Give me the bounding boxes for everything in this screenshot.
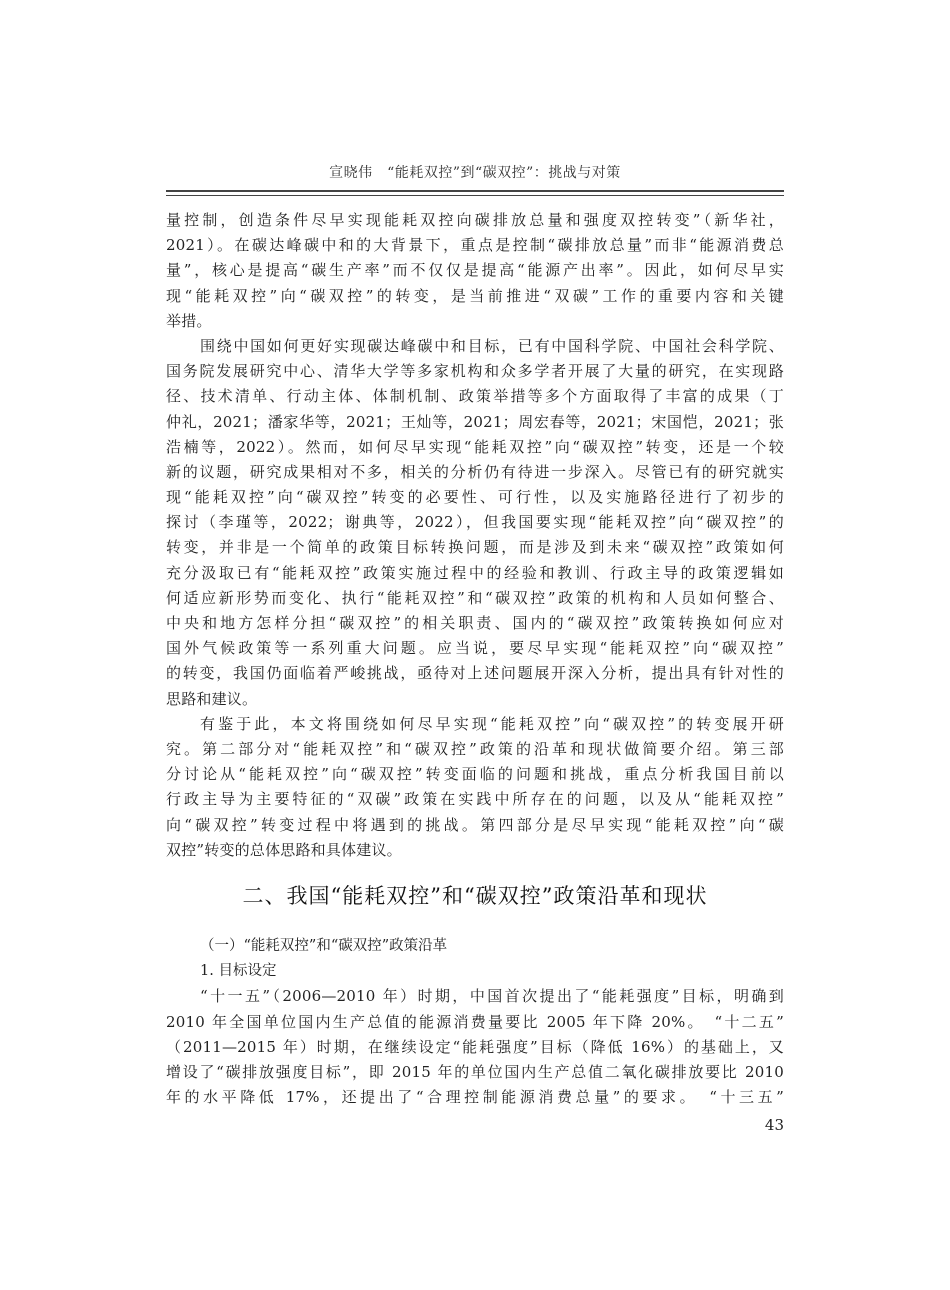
text-line: 行政主导为主要特征的“双碳”政策在实践中所存在的问题，以及从“能耗双控” (166, 790, 784, 809)
text-line: 2021）。在碳达峰碳中和的大背景下，重点是控制“碳排放总量”而非“能源消费总 (166, 236, 784, 255)
paragraph-2 (166, 334, 784, 712)
header-rule-thick (166, 190, 784, 192)
text-line: 转变，并非是一个简单的政策目标转换问题，而是涉及到未来“碳双控”政策如何 (166, 538, 784, 557)
text-line: （2011—2015 年）时期，在继续设定“能耗强度”目标（降低 16%）的基础上，又 (166, 1037, 784, 1056)
text-line: 量”，核心是提高“碳生产率”而不仅仅是提高“能源产出率”。因此，如何尽早实 (166, 261, 784, 280)
text-line: 双控”转变的总体思路和具体建议。 (166, 840, 402, 859)
text-line: 年的水平降低 17%，还提出了“合理控制能源消费总量”的要求。 “十三五” (166, 1088, 784, 1107)
text-line: 新的议题，研究成果相对不多，相关的分析仍有待进一步深入。尽管已有的研究就实 (166, 462, 784, 481)
text-line: 究。第二部分对“能耗双控”和“碳双控”政策的沿革和现状做简要介绍。第三部 (166, 739, 784, 758)
page-number: 43 (764, 1116, 784, 1134)
running-header: 宣晓伟 “能耗双控”到“碳双控”：挑战与对策 (329, 165, 621, 181)
text-line: 的转变，我国仍面临着严峻挑战，亟待对上述问题展开深入分析，提出具有针对性的 (166, 664, 784, 683)
text-line: 仲礼，2021；潘家华等，2021；王灿等，2021；周宏春等，2021；宋国恺，2021；张 (166, 412, 784, 431)
subsubsection-heading: 1. 目标设定 (200, 963, 277, 980)
text-line: 探讨（李瑾等，2022；谢典等，2022），但我国要实现“能耗双控”向“碳双控”的 (166, 513, 784, 532)
body-text (166, 208, 784, 863)
text-line: 中央和地方怎样分担“碳双控”的相关职责、国内的“碳双控”政策转换如何应对 (166, 614, 784, 632)
text-line: 分讨论从“能耗双控”向“碳双控”转变面临的问题和挑战，重点分析我国目前以 (166, 765, 784, 784)
text-line: 增设了“碳排放强度目标”，即 2015 年的单位国内生产总值二氧化碳排放要比 2010 (166, 1062, 784, 1081)
text-line: 向“碳双控”转变过程中将遇到的挑战。第四部分是尽早实现“能耗双控”向“碳 (166, 815, 784, 834)
text-line: 围绕中国如何更好实现碳达峰碳中和目标，已有中国科学院、中国社会科学院、 (200, 336, 784, 355)
text-line: 浩楠等，2022）。然而，如何尽早实现“能耗双控”向“碳双控”转变，还是一个较 (166, 437, 784, 456)
header-rule-thin (166, 195, 784, 196)
section-body (166, 934, 784, 1110)
paragraph-1 (166, 208, 784, 334)
text-line: 量控制，创造条件尽早实现能耗双控向碳排放总量和强度双控转变”（新华社， (166, 211, 784, 229)
text-line: 何适应新形势而变化、执行“能耗双控”和“碳双控”政策的机构和人员如何整合、 (166, 588, 784, 607)
text-line: “十一五”（2006—2010 年）时期，中国首次提出了“能耗强度”目标，明确到 (200, 987, 784, 1006)
text-line: 2010 年全国单位国内生产总值的能源消费量要比 2005 年下降 20%。 “十二五” (166, 1012, 784, 1031)
text-line: 举措。 (166, 311, 212, 330)
paragraph-3 (166, 712, 784, 863)
text-line: 现“能耗双控”向“碳双控”转变的必要性、可行性，以及实施路径进行了初步的 (166, 488, 784, 507)
text-line: 思路和建议。 (166, 689, 258, 708)
text-line: 现“能耗双控”向“碳双控”的转变，是当前推进“双碳”工作的重要内容和关键 (166, 286, 784, 305)
text-line: 国务院发展研究中心、清华大学等多家机构和众多学者开展了大量的研究，在实现路 (166, 362, 784, 381)
subsection-heading: （一）“能耗双控”和“碳双控”政策沿革 (200, 938, 448, 954)
text-line: 径、技术清单、行动主体、体制机制、政策举措等多个方面取得了丰富的成果（丁 (166, 387, 784, 406)
section-heading: 二、我国“能耗双控”和“碳双控”政策沿革和现状 (242, 884, 708, 908)
text-line: 有鉴于此，本文将围绕如何尽早实现“能耗双控”向“碳双控”的转变展开研 (200, 714, 784, 733)
text-line: 国外气候政策等一系列重大问题。应当说，要尽早实现“能耗双控”向“碳双控” (166, 639, 784, 658)
text-line: 充分汲取已有“能耗双控”政策实施过程中的经验和教训、行政主导的政策逻辑如 (166, 563, 784, 582)
